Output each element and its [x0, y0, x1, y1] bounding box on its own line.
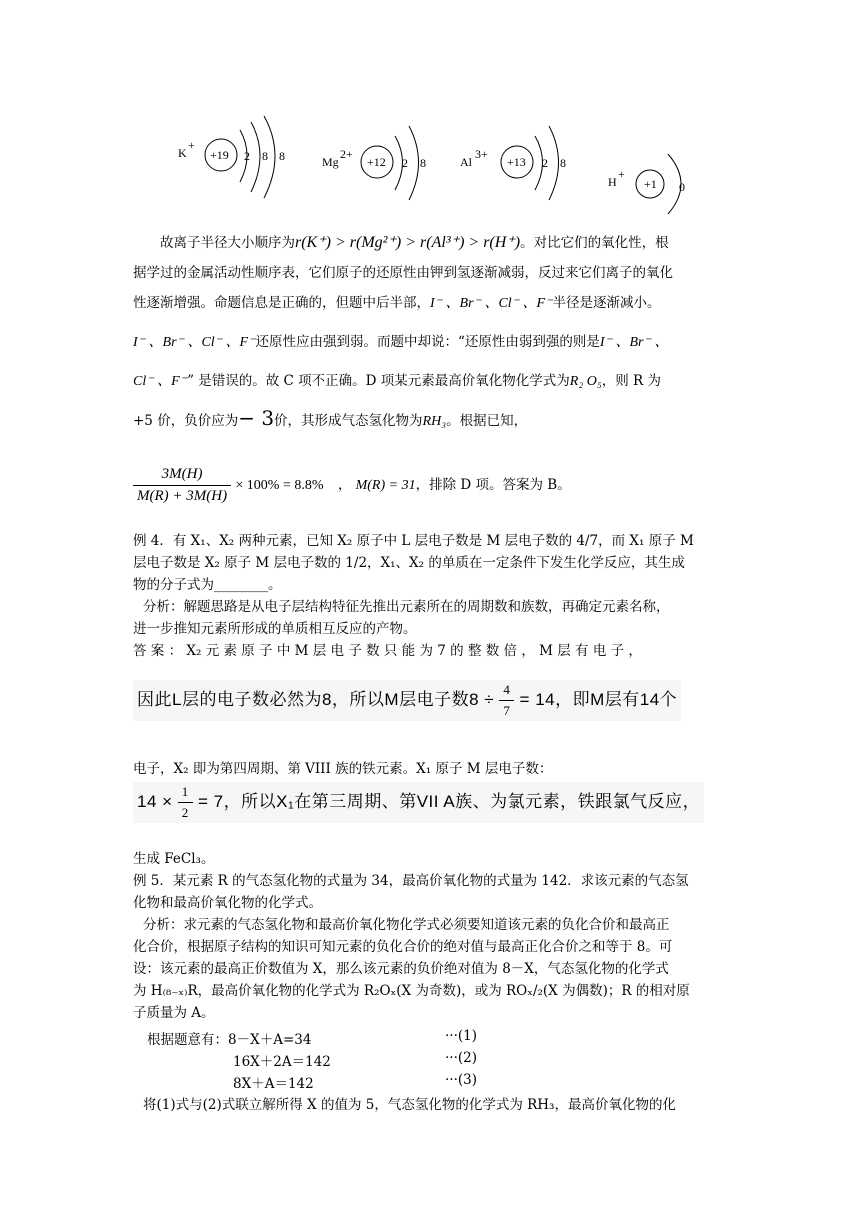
svg-text:+: + [618, 167, 625, 181]
svg-text:2: 2 [402, 156, 408, 170]
equation-3: 8X＋A＝142 [233, 1076, 314, 1092]
text-line: 性逐渐增强。命题信息是正确的，但题中后半部，I⁻ 、Br⁻ 、Cl⁻ 、F⁻半径是逐渐减小。 [133, 295, 661, 311]
ion-diagram-al [460, 130, 580, 214]
ion-diagram-mg [322, 130, 442, 214]
equation-2: 16X＋2A＝142 [233, 1054, 331, 1070]
text-line: Cl⁻ 、F⁻” 是错误的。故 C 项不正确。D 项某元素最高价氧化物化学式为R₂ O₅，则 R 为 [133, 373, 661, 389]
svg-text:+1: +1 [644, 177, 657, 191]
mass-fraction-equation: $\frac{3M(H)}{M(R) + 3M(H)}$ × 100% = 8.8% ， M(R) = 31，排除 D 项。答案为 B。 [133, 466, 571, 505]
example-4: 例 4．有 X₁、X₂ 两种元素，已知 X₂ 原子中 L 层电子数是 M 层电子数的 4/7，而 X₁ 原子 M 层电子数是 X₂ 原子 M 层电子数的 1/2，X₁、X₂ 的单质在一定条件下发生化学反应，其生成 物的分子式为________。 分析：解题思路是从电子层结构特征先推出元素所在的周期数和族数，再确定元素名称， 进一步推知元素所形成的单质相互反应的产物。 答 案 ： X₂ 元 素 原 子 中 M 层 电 子 数 只 能 为 7 的 整 数 倍 ， M 层 有 电 子 ， [133, 530, 741, 662]
svg-text:Mg: Mg [322, 155, 339, 169]
svg-text:H: H [608, 175, 617, 189]
answer-image-line-1: 因此L层的电子数必然为8，所以M层电子数8 ÷ $\frac{4}{7}$ = 14，即M层有14个 [133, 680, 681, 721]
paragraph-radius-analysis [133, 228, 733, 437]
svg-text:8: 8 [560, 156, 566, 170]
answer-image-line-2: 14 × $\frac{1}{2}$ = 7，所以X₁在第三周期、第VII A族、为氯元素，铁跟氯气反应， [133, 782, 704, 823]
equation-1: 8－X＋A=34 [228, 1032, 312, 1048]
svg-text:2: 2 [244, 149, 250, 163]
svg-text:0: 0 [679, 180, 685, 194]
equation-system: 根据题意有：8－X＋A=34 ···(1) 16X＋2A＝142 ···(2) 8X＋A＝142 ···(3) [147, 1028, 477, 1092]
svg-text:8: 8 [420, 156, 426, 170]
example-4-end: 生成 FeCl₃。 [133, 851, 215, 867]
answer-line: 答 案 ： X₂ 元 素 原 子 中 M 层 电 子 数 只 能 为 7 的 整 数 倍 ， M 层 有 电 子 ， [133, 643, 642, 659]
ion-diagram-h [608, 152, 708, 226]
ion-diagram-k [178, 130, 298, 214]
svg-text:2: 2 [542, 156, 548, 170]
text-line: +5 价，负价应为− 3价，其形成气态氢化物为RH₃。根据已知， [133, 406, 528, 430]
text-line: 据学过的金属活动性顺序表，它们原子的还原性由钾到氢逐渐减弱，反过来它们离子的氧化 [133, 265, 673, 281]
svg-text:Al: Al [460, 155, 472, 169]
radius-order-formula: r(K⁺) > r(Mg²⁺) > r(Al³⁺) > r(H⁺) [295, 234, 521, 251]
svg-text:3+: 3+ [475, 147, 488, 161]
svg-text:8: 8 [279, 149, 285, 163]
text-line: 故离子半径大小顺序为r(K⁺) > r(Mg²⁺) > r(Al³⁺) > r(H⁺)。对比它们的氧化性，根 [160, 234, 669, 251]
svg-text:+12: +12 [367, 155, 386, 169]
svg-text:+: + [188, 138, 195, 152]
example-4-continued: 电子，X₂ 即为第四周期、第 VIII 族的铁元素。X₁ 原子 M 层电子数： [133, 761, 553, 777]
example-5-solution: 将(1)式与(2)式联立解所得 X 的值为 5，气态氢化物的化学式为 RH₃，最高价氧化物的化 [143, 1097, 676, 1113]
svg-text:2+: 2+ [340, 147, 353, 161]
example-5: 例 5．某元素 R 的气态氢化物的式量为 34，最高价氧化物的式量为 142．求该元素的气态氢 化物和最高价氧化物的化学式。 分析：求元素的气态氢化物和最高价氧化物化学式必须要知道该元素的负化合价和最高正 化合价，根据原子结构的知识可知元素的负化合价的绝对值与最高正化合价之和等于 8。可 设：该元素的最高正价数值为 X，那么该元素的负价绝对值为 8－X，气态氢化物的化学式 为 H₍₈₋ₓ₎R，最高价氧化物的化学式为 R₂Oₓ(X 为奇数)，或为 ROₓ/₂(X 为偶数)；R 的相对原 子质量为 A。 [133, 873, 690, 1021]
svg-text:+13: +13 [507, 155, 526, 169]
svg-text:+19: +19 [210, 148, 229, 162]
svg-text:8: 8 [262, 149, 268, 163]
ion-symbol: K [178, 146, 187, 160]
text-line: I⁻ 、Br⁻ 、Cl⁻ 、F⁻还原性应由强到弱。而题中却说：“还原性由弱到强的则是I⁻ 、Br⁻ 、 [133, 334, 669, 350]
ion-structure-diagrams [0, 110, 860, 220]
